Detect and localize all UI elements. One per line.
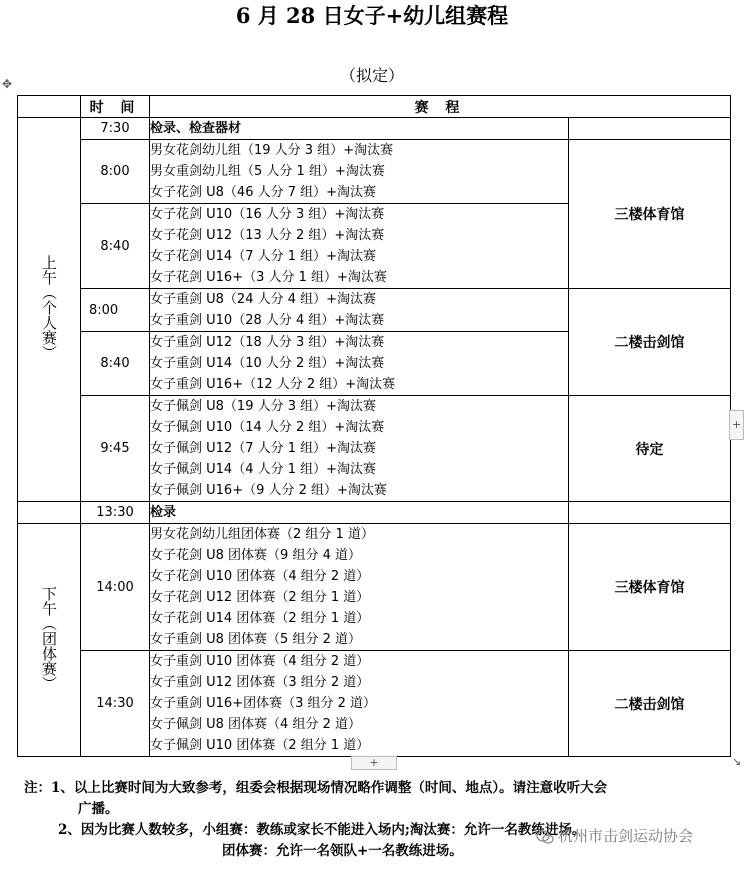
session-afternoon-label: 下午（团体赛） bbox=[40, 585, 58, 691]
schedule-cell bbox=[150, 204, 569, 289]
schedule-item: 女子重剑 U12 团体赛（3 组分 2 道） bbox=[150, 675, 370, 690]
schedule-item: 女子重剑 U16+团体赛（3 组分 2 道） bbox=[150, 696, 377, 711]
header-time: 时 间 bbox=[81, 96, 150, 118]
wechat-icon bbox=[536, 830, 554, 844]
schedule-cell bbox=[150, 396, 569, 502]
schedule-table bbox=[17, 95, 731, 757]
schedule-cell bbox=[150, 332, 569, 396]
schedule-item: 女子重剑 U16+（12 人分 2 组）+淘汰赛 bbox=[150, 377, 396, 392]
schedule-item: 女子佩剑 U10 团体赛（2 组分 1 道） bbox=[150, 738, 370, 753]
table-row bbox=[18, 396, 731, 502]
table-row bbox=[18, 289, 731, 332]
schedule-item: 女子花剑 U10（16 人分 3 组）+淘汰赛 bbox=[150, 207, 385, 222]
time-cell: 8:00 bbox=[81, 289, 150, 332]
schedule-item: 女子重剑 U12（18 人分 3 组）+淘汰赛 bbox=[150, 335, 385, 350]
venue-cell: 待定 bbox=[569, 396, 731, 502]
add-column-plus-icon[interactable]: + bbox=[729, 410, 744, 440]
schedule-item: 女子佩剑 U14（4 人分 1 组）+淘汰赛 bbox=[150, 462, 377, 477]
schedule-item: 女子花剑 U14 团体赛（2 组分 1 道） bbox=[150, 611, 370, 626]
session-morning bbox=[18, 118, 81, 502]
note-2: 2、因为比赛人数较多，小组赛：教练或家长不能进入场内;淘汰赛：允许一名教练进场。 bbox=[58, 822, 586, 838]
schedule-item: 女子佩剑 U10（14 人分 2 组）+淘汰赛 bbox=[150, 420, 385, 435]
time-cell: 8:00 bbox=[81, 140, 150, 204]
add-row-plus-icon[interactable]: + bbox=[351, 756, 397, 770]
schedule-item: 检录、检查器材 bbox=[150, 121, 242, 136]
schedule-item: 女子花剑 U16+（3 人分 1 组）+淘汰赛 bbox=[150, 270, 387, 285]
table-row bbox=[18, 118, 731, 140]
table-row bbox=[18, 140, 731, 204]
time-cell: 8:40 bbox=[81, 204, 150, 289]
schedule-item: 女子重剑 U8 团体赛（5 组分 2 道） bbox=[150, 632, 361, 647]
schedule-cell bbox=[150, 140, 569, 204]
venue-cell-empty bbox=[569, 118, 731, 140]
schedule-cell bbox=[150, 118, 569, 140]
schedule-item: 女子佩剑 U16+（9 人分 2 组）+淘汰赛 bbox=[150, 483, 387, 498]
schedule-item: 女子佩剑 U8 团体赛（4 组分 2 道） bbox=[150, 717, 361, 732]
venue-cell: 三楼体育馆 bbox=[569, 140, 731, 289]
schedule-item: 女子花剑 U12 团体赛（2 组分 1 道） bbox=[150, 590, 370, 605]
schedule-cell bbox=[150, 524, 569, 651]
header-session-cell bbox=[18, 96, 81, 118]
schedule-item: 女子花剑 U8（46 人分 7 组）+淘汰赛 bbox=[150, 185, 377, 200]
page-subtitle: （拟定） bbox=[339, 66, 404, 85]
note-1-continued: 广播。 bbox=[78, 801, 119, 817]
schedule-cell bbox=[150, 651, 569, 757]
venue-cell-empty bbox=[569, 502, 731, 524]
schedule-item: 男女重剑幼儿组（5 人分 1 组）+淘汰赛 bbox=[150, 164, 385, 179]
schedule-cell bbox=[150, 502, 569, 524]
venue-cell: 三楼体育馆 bbox=[569, 524, 731, 651]
schedule-item: 女子重剑 U10 团体赛（4 组分 2 道） bbox=[150, 654, 370, 669]
header-schedule: 赛 程 bbox=[150, 96, 731, 118]
schedule-item: 女子花剑 U12（13 人分 2 组）+淘汰赛 bbox=[150, 228, 385, 243]
note-3: 团体赛：允许一名领队+一名教练进场。 bbox=[222, 843, 463, 859]
time-cell: 8:40 bbox=[81, 332, 150, 396]
schedule-item: 男女花剑幼儿组（19 人分 3 组）+淘汰赛 bbox=[150, 143, 394, 158]
table-move-handle-icon[interactable]: ✥ bbox=[1, 77, 13, 91]
time-cell: 14:30 bbox=[81, 651, 150, 757]
schedule-item: 女子重剑 U8（24 人分 4 组）+淘汰赛 bbox=[150, 292, 377, 307]
time-cell: 9:45 bbox=[81, 396, 150, 502]
time-cell: 14:00 bbox=[81, 524, 150, 651]
schedule-item: 女子重剑 U10（28 人分 4 组）+淘汰赛 bbox=[150, 313, 385, 328]
session-spacer-cell bbox=[18, 502, 81, 524]
table-row bbox=[18, 651, 731, 757]
table-row bbox=[18, 524, 731, 651]
watermark-text: 杭州市击剑运动协会 bbox=[558, 827, 694, 845]
watermark bbox=[536, 825, 693, 846]
venue-cell: 二楼击剑馆 bbox=[569, 651, 731, 757]
schedule-item: 女子花剑 U10 团体赛（4 组分 2 道） bbox=[150, 569, 370, 584]
session-afternoon bbox=[18, 524, 81, 757]
schedule-item: 男女花剑幼儿组团体赛（2 组分 1 道） bbox=[150, 527, 374, 542]
note-1: 注：1、以上比赛时间为大致参考，组委会根据现场情况略作调整（时间、地点）。请注意收听大会 bbox=[24, 780, 608, 796]
schedule-cell bbox=[150, 289, 569, 332]
schedule-item: 女子花剑 U14（7 人分 1 组）+淘汰赛 bbox=[150, 249, 377, 264]
venue-cell: 二楼击剑馆 bbox=[569, 289, 731, 396]
schedule-item: 女子花剑 U8 团体赛（9 组分 4 道） bbox=[150, 548, 361, 563]
table-resize-icon[interactable]: ↘ bbox=[732, 755, 742, 768]
schedule-item: 检录 bbox=[150, 505, 177, 520]
time-cell: 13:30 bbox=[81, 502, 150, 524]
page-title: 6 月 28 日女子+幼儿组赛程 bbox=[235, 3, 509, 28]
schedule-item: 女子佩剑 U12（7 人分 1 组）+淘汰赛 bbox=[150, 441, 377, 456]
schedule-item: 女子佩剑 U8（19 人分 3 组）+淘汰赛 bbox=[150, 399, 377, 414]
schedule-item: 女子重剑 U14（10 人分 2 组）+淘汰赛 bbox=[150, 356, 385, 371]
session-morning-label: 上午（个人赛） bbox=[40, 255, 58, 360]
table-row bbox=[18, 502, 731, 524]
time-cell: 7:30 bbox=[81, 118, 150, 140]
table-header-row bbox=[18, 96, 731, 118]
